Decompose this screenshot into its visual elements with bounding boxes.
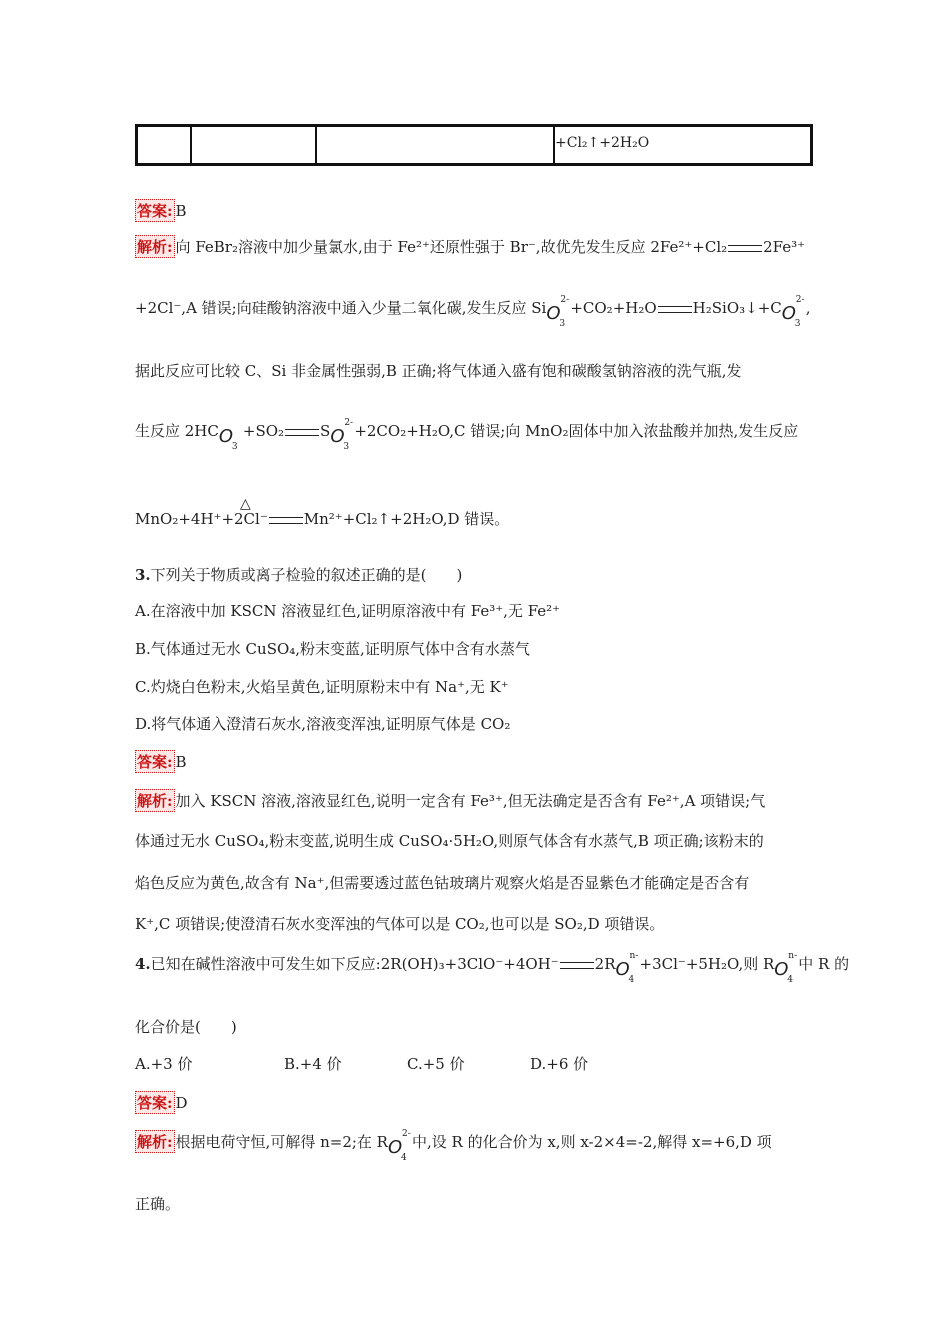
question-stem: 已知在碱性溶液中可发生如下反应:2R(OH)₃+3ClO⁻+4OH⁻ xyxy=(150,955,559,973)
analysis-text: Mn²⁺+Cl₂↑+2H₂O,D 错误。 xyxy=(303,510,510,528)
q3-option-a: A.在溶液中加 KSCN 溶液显红色,证明原溶液中有 Fe³⁺,无 Fe²⁺ xyxy=(135,602,561,620)
q4-option-d: D.+6 价 xyxy=(530,1055,589,1073)
answer-tag: 答案: xyxy=(135,1091,175,1114)
q4-stem-line-1 xyxy=(135,951,850,985)
q3-answer-line xyxy=(135,750,187,773)
q3-analysis-line-2: 体通过无水 CuSO₄,粉末变蓝,说明生成 CuSO₄·5H₂O,则原气体含有水蒸气,B 项正确;该粉末的 xyxy=(135,832,764,850)
analysis-tag: 解析: xyxy=(135,1130,175,1153)
q3-stem xyxy=(135,564,462,585)
question-number: 3. xyxy=(135,566,151,584)
q2-answer-line xyxy=(135,199,187,222)
q2-answer: B xyxy=(175,202,187,220)
q4-option-c: C.+5 价 xyxy=(407,1055,465,1073)
analysis-text: 向 FeBr₂溶液中加少量氯水,由于 Fe²⁺还原性强于 Br⁻,故优先发生反应 2Fe²⁺+Cl₂ xyxy=(175,238,728,256)
analysis-text: 根据电荷守恒,可解得 n=2;在 R xyxy=(175,1133,388,1151)
question-stem: 下列关于物质或离子检验的叙述正确的是( ) xyxy=(150,566,463,584)
question-number: 4. xyxy=(135,955,151,973)
answer-tag: 答案: xyxy=(135,750,175,773)
delta-heat-icon: △ xyxy=(240,496,251,512)
q3-analysis-line-3: 焰色反应为黄色,故含有 Na⁺,但需要透过蓝色钴玻璃片观察火焰是否显紫色才能确定是否含有 xyxy=(135,874,750,892)
question-stem: 2R xyxy=(594,955,616,973)
answer-tag: 答案: xyxy=(135,199,175,222)
table-divider xyxy=(315,127,317,163)
analysis-text: 中,设 R 的化合价为 x,则 x-2×4=-2,解得 x=+6,D 项 xyxy=(411,1133,772,1151)
equals-sign xyxy=(728,245,762,252)
q2-analysis-line-4 xyxy=(135,418,799,452)
analysis-tag: 解析: xyxy=(135,235,175,258)
q3-analysis-line-4: K⁺,C 项错误;使澄清石灰水变浑浊的气体可以是 CO₂,也可以是 SO₂,D 项错误。 xyxy=(135,915,665,933)
q4-answer-line xyxy=(135,1091,188,1114)
analysis-text: 2Fe³⁺ xyxy=(763,238,806,256)
q4-stem-line-2: 化合价是( ) xyxy=(135,1018,237,1036)
analysis-text: +2CO₂+H₂O,C 错误;向 MnO₂固体中加入浓盐酸并加热,发生反应 xyxy=(354,422,799,440)
analysis-text: +2Cl⁻,A 错误;向硅酸钠溶液中通入少量二氧化碳,发生反应 Si xyxy=(135,299,547,317)
q4-option-a: A.+3 价 xyxy=(135,1055,193,1073)
analysis-text: MnO₂+4H⁺+2Cl⁻ xyxy=(135,510,268,528)
q4-answer: D xyxy=(175,1094,188,1112)
ion-o4-nminus: O 4 n- xyxy=(774,951,798,985)
q3-option-d: D.将气体通入澄清石灰水,溶液变浑浊,证明原气体是 CO₂ xyxy=(135,715,511,733)
ion-o4-nminus: O 4 n- xyxy=(615,951,639,985)
equals-sign xyxy=(269,517,303,524)
question-stem: +3Cl⁻+5H₂O,则 R xyxy=(639,955,775,973)
q4-analysis-line-1 xyxy=(135,1129,772,1163)
ion-o4-2minus: O 4 2- xyxy=(387,1129,411,1163)
analysis-tag: 解析: xyxy=(135,789,175,812)
ion-o3-2minus: O 3 2- xyxy=(546,295,570,329)
table-fragment xyxy=(135,124,813,166)
q2-analysis-line-1 xyxy=(135,235,805,258)
analysis-text: 加入 KSCN 溶液,溶液显红色,说明一定含有 Fe³⁺,但无法确定是否含有 Fe²⁺,A 项错误;气 xyxy=(175,792,766,810)
ion-o3-2minus: O 3 2- xyxy=(781,295,805,329)
q3-answer: B xyxy=(175,753,187,771)
equals-sign xyxy=(658,306,692,313)
analysis-text: H₂SiO₃↓+C xyxy=(692,299,782,317)
analysis-text: +CO₂+H₂O xyxy=(570,299,657,317)
equals-sign xyxy=(560,962,594,969)
q3-analysis-line-1 xyxy=(135,789,765,812)
q3-option-c: C.灼烧白色粉末,火焰呈黄色,证明原粉末中有 Na⁺,无 K⁺ xyxy=(135,678,509,696)
q2-analysis-line-5 xyxy=(135,508,509,529)
q2-analysis-line-3: 据此反应可比较 C、Si 非金属性强弱,B 正确;将气体通入盛有饱和碳酸氢钠溶液的洗气瓶,发 xyxy=(135,362,742,380)
table-divider xyxy=(190,127,192,163)
table-cell: +Cl₂↑+2H₂O xyxy=(555,135,650,151)
q4-analysis-line-2: 正确。 xyxy=(135,1195,181,1213)
analysis-text: +SO₂ xyxy=(242,422,285,440)
q2-analysis-line-2 xyxy=(135,295,811,329)
equals-sign xyxy=(285,429,319,436)
ion-o3-2minus: O 3 2- xyxy=(330,418,354,452)
analysis-text: 生反应 2HC xyxy=(135,422,219,440)
q4-option-b: B.+4 价 xyxy=(284,1055,342,1073)
analysis-text: S xyxy=(320,422,331,440)
q3-option-b: B.气体通过无水 CuSO₄,粉末变蓝,证明原气体中含有水蒸气 xyxy=(135,640,530,658)
question-stem: 中 R 的 xyxy=(798,955,850,973)
analysis-text: , xyxy=(805,299,811,317)
ion-o3-minus: O 3 xyxy=(218,426,238,452)
